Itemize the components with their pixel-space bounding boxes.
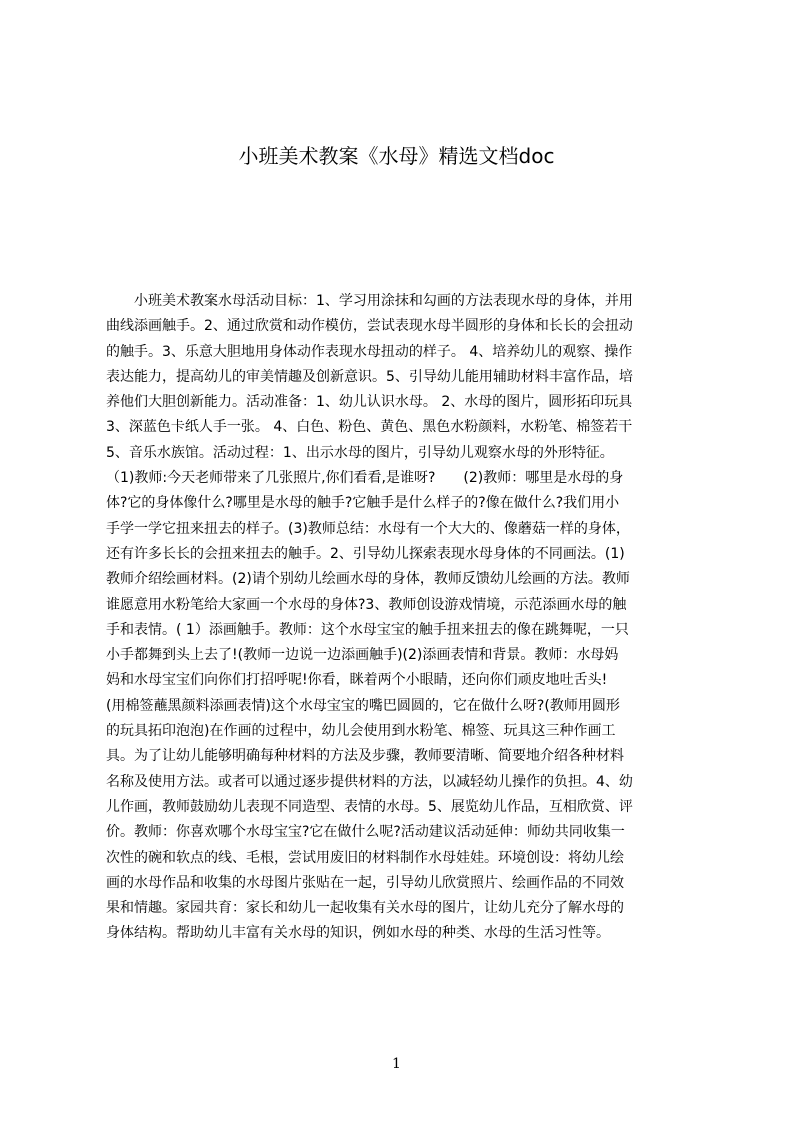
text-line: 次性的碗和软点的线、毛根，尝试用废旧的材料制作水母娃娃。环境创设：将幼儿绘 xyxy=(106,849,624,866)
text-line: 谁愿意用水粉笔给大家画一个水母的身体?3、教师创设游戏情境，示范添画水母的触 xyxy=(106,596,627,613)
text-line: 3、深蓝色卡纸人手一张。 4、白色、粉色、黄色、黑色水粉颜料，水粉笔、棉签若干 xyxy=(106,419,633,436)
text-line: 果和情趣。家园共育：家长和幼儿一起收集有关水母的图片，让幼儿充分了解水母的 xyxy=(106,900,624,917)
text-line: 养他们大胆创新能力。活动准备：1、幼儿认识水母。 2、水母的图片，圆形拓印玩具 xyxy=(106,394,633,411)
text-line: 5、音乐水族馆。活动过程：1、出示水母的图片，引导幼儿观察水母的外形特征。 xyxy=(106,444,614,461)
text-line: 体?它的身体像什么?哪里是水母的触手?它触手是什么样子的?像在做什么?我们用小 xyxy=(106,495,620,512)
text-line: 儿作画，教师鼓励幼儿表现不同造型、表情的水母。5、展览幼儿作品，互相欣赏、评 xyxy=(106,798,633,815)
page-number: 1 xyxy=(392,1056,401,1072)
text-line: 妈和水母宝宝们向你们打招呼呢!你看，眯着两个小眼睛，还向你们顽皮地吐舌头! xyxy=(106,672,608,689)
text-line: 身体结构。帮助幼儿丰富有关水母的知识，例如水母的种类、水母的生活习性等。 xyxy=(106,925,610,942)
text-line: （1)教师:今天老师带来了几张照片,你们看看,是谁呀? (2)教师：哪里是水母的身 xyxy=(106,470,624,487)
text-line: 的玩具拓印泡泡)在作画的过程中，幼儿会使用到水粉笔、棉签、玩具这三种作画工 xyxy=(106,723,616,740)
text-line: 价。教师：你喜欢哪个水母宝宝?它在做什么呢?活动建议活动延伸：师幼共同收集一 xyxy=(106,824,625,841)
document-title: 小班美术教案《水母》精选文档doc xyxy=(238,144,555,168)
text-line: 小班美术教案水母活动目标：1、学习用涂抹和勾画的方法表现水母的身体，并用 xyxy=(106,293,633,309)
text-line: 名称及使用方法。或者可以通过逐步提供材料的方法，以减轻幼儿操作的负担。4、幼 xyxy=(106,773,633,790)
text-line: 还有许多长长的会扭来扭去的触手。2、引导幼儿探索表现水母身体的不同画法。(1) xyxy=(106,545,625,562)
text-line: 具。为了让幼儿能够明确每种材料的方法及步骤，教师要清晰、简要地介绍各种材料 xyxy=(106,748,624,765)
body-text xyxy=(106,289,699,989)
text-line: 手和表情。( 1）添画触手。教师：这个水母宝宝的触手扭来扭去的像在跳舞呢，一只 xyxy=(106,621,629,638)
text-line: 画的水母作品和收集的水母图片张贴在一起，引导幼儿欣赏照片、绘画作品的不同效 xyxy=(106,874,624,891)
text-line: 手学一学它扭来扭去的样子。(3)教师总结：水母有一个大大的、像蘑菇一样的身体， xyxy=(106,520,630,537)
text-line: 曲线添画触手。2、通过欣赏和动作模仿，尝试表现水母半圆形的身体和长长的会扭动 xyxy=(106,318,633,335)
text-line: (用棉签蘸黑颜料添画表情)这个水母宝宝的嘴巴圆圆的，它在做什么呀?(教师用圆形 xyxy=(106,697,620,714)
text-line: 教师介绍绘画材料。(2)请个别幼儿绘画水母的身体，教师反馈幼儿绘画的方法。教师 xyxy=(106,571,630,588)
text-line: 表达能力，提高幼儿的审美情趣及创新意识。5、引导幼儿能用辅助材料丰富作品，培 xyxy=(106,368,633,385)
text-line: 的触手。3、乐意大胆地用身体动作表现水母扭动的样子。 4、培养幼儿的观察、操作 xyxy=(106,343,633,360)
text-line: 小手都舞到头上去了!(教师一边说一边添画触手)(2)添画表情和背景。教师：水母妈 xyxy=(106,647,619,664)
